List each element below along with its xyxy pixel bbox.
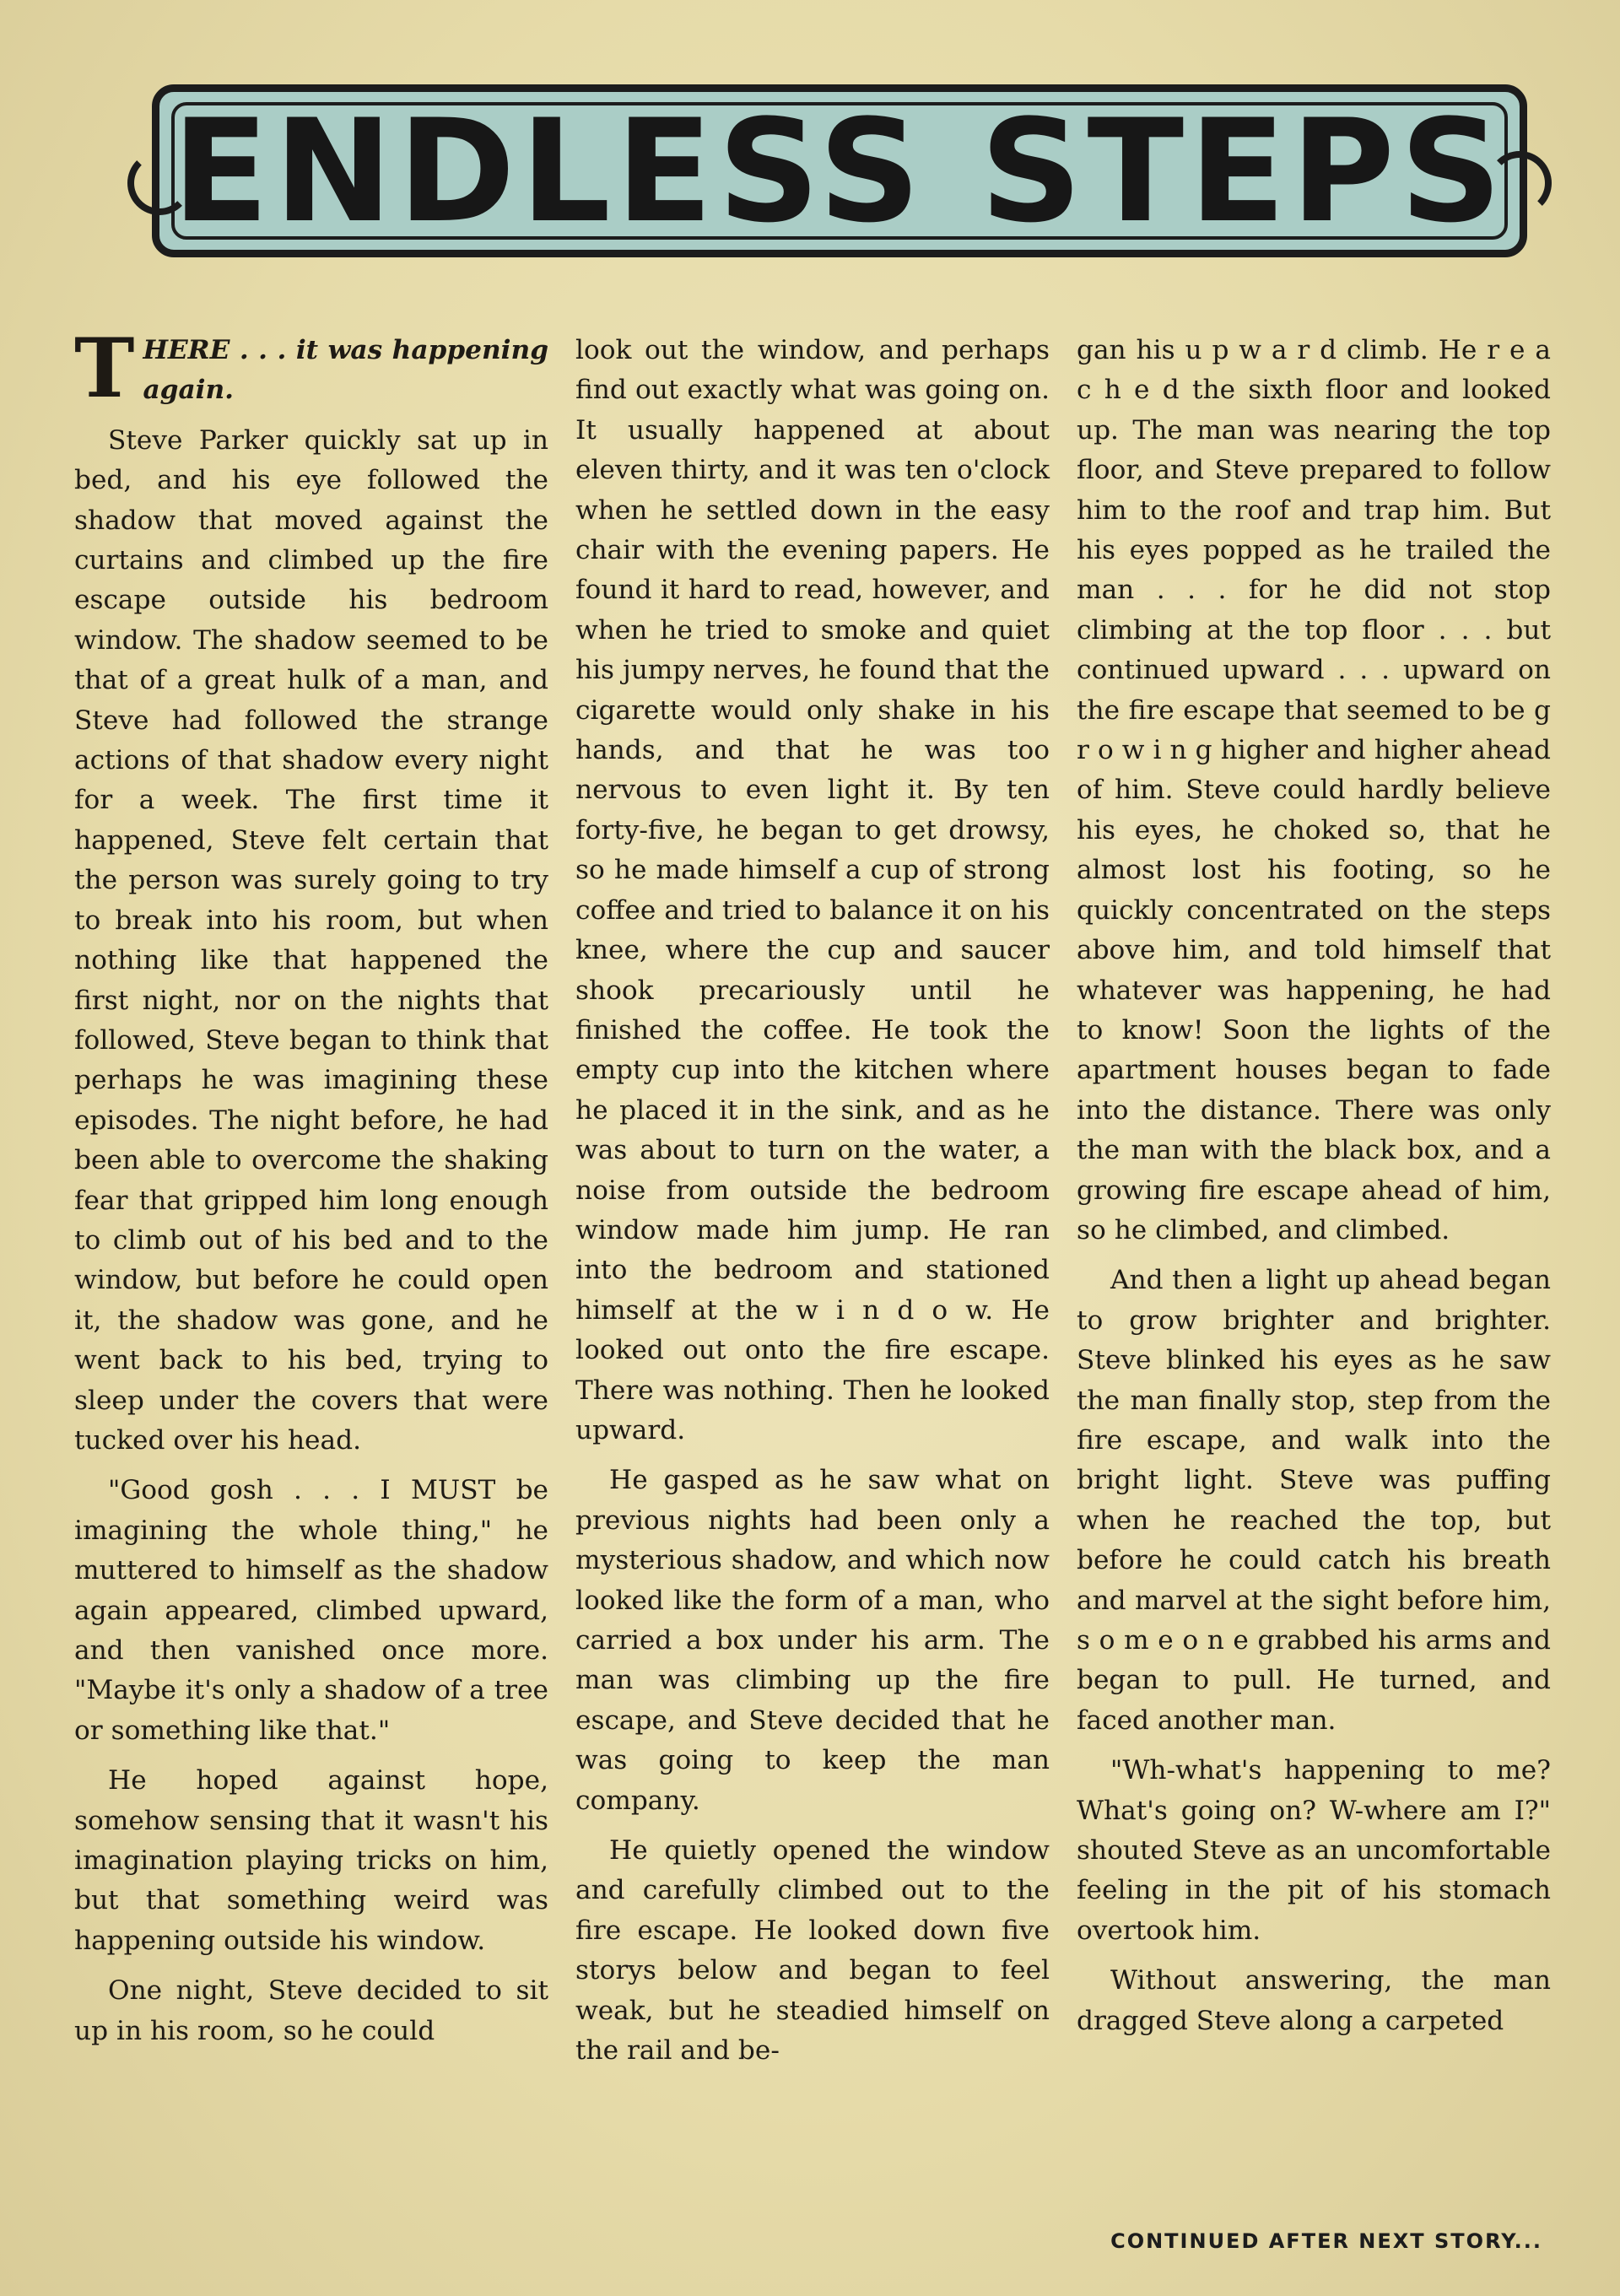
lead-paragraph	[74, 321, 548, 416]
story-columns	[74, 321, 1551, 2212]
paragraph: And then a light up ahead began to grow brighter and brighter. Steve blinked his eyes as he saw the man finally stop, step from the fire escape, and walk into the bright light. Steve was puffing when he reached the top, but before he could catch his breath and marvel at the sight before him, s o m e o n e grabbed his arms and began to pull. He turned, and faced another man.	[1077, 1265, 1551, 1736]
paragraph: look out the window, and perhaps find out exactly what was going on. It usually happened at about eleven thirty, and it was ten o'clock when he settled down in the easy chair with the evening papers. He found it hard to read, however, and when he tried to smoke and quiet his jumpy nerves, he found that the cigarette would only shake in his hands, and that he was too nervous to even light it. By ten forty-five, he began to get drowsy, so he made himself a cup of strong coffee and tried to balance it on his knee, where the cup and saucer shook precariously until he finished the coffee. He took the empty cup into the kitchen where he placed it in the sink, and as he was about to turn on the water, a noise from outside the bedroom window made him jump. He ran into the bedroom and stationed himself at the w i n d o w. He looked out onto the fire escape. There was nothing. Then he looked upward.	[575, 335, 1050, 1445]
title-banner	[152, 84, 1527, 257]
paragraph: Without answering, the man dragged Steve along a carpeted	[1077, 1965, 1551, 2036]
column-1	[74, 321, 548, 2212]
paragraph: "Good gosh . . . I MUST be imagining the whole thing," he muttered to himself as the shadow again appeared, climbed upward, and then vanished once more. "Maybe it's only a shadow of a tree or something like that."	[74, 1475, 548, 1746]
continued-note: CONTINUED AFTER NEXT STORY...	[1110, 2229, 1542, 2253]
drop-cap: T	[74, 321, 135, 416]
lead-text: HERE . . . it was happening again.	[143, 335, 548, 406]
paragraph: He quietly opened the window and carefully climbed out to the fire escape. He looked down five storys below and began to feel weak, but he steadied himself on the rail and be-	[575, 1835, 1050, 2066]
paragraph: He gasped as he saw what on previous nights had been only a mysterious shadow, and which now looked like the form of a man, who carried a box under his arm. The man was climbing up the fire escape, and Steve decided that he was going to keep the man company.	[575, 1465, 1050, 1816]
paragraph: "Wh-what's happening to me? What's going on? W-where am I?" shouted Steve as an uncomfortable feeling in the pit of his stomach overtook him.	[1077, 1755, 1551, 1946]
paragraph: gan his u p w a r d climb. He r e a c h e d the sixth floor and looked up. The man was nearing the top floor, and Steve prepared to follow him to the roof and trap him. But his eyes popped as he trailed the man . . . for he did not stop climbing at the top floor . . . but continued upward . . . upward on the fire escape that seemed to be g r o w i n g higher and higher ahead of him. Steve could hardly believe his eyes, he choked so, that he almost lost his footing, so he quickly concentrated on the steps above him, and told himself that whatever was happening, he had to know! Soon the lights of the apartment houses began to fade into the distance. There was only the man with the black box, and a growing fire escape ahead of him, so he climbed, and climbed.	[1077, 335, 1551, 1245]
column-2	[575, 331, 1050, 2212]
paragraph: He hoped against hope, somehow sensing that it wasn't his imagination playing tricks on him, but that something weird was happening outside his window.	[74, 1765, 548, 1956]
column-3	[1077, 331, 1551, 2212]
paragraph: Steve Parker quickly sat up in bed, and his eye followed the shadow that moved against the curtains and climbed up the fire escape outside his bedroom window. The shadow seemed to be that of a great hulk of a man, and Steve had followed the strange actions of that shadow every night for a week. The first time it happened, Steve felt certain that the person was surely going to try to break into his room, but when nothing like that happened the first night, nor on the nights that followed, Steve began to think that perhaps he was imagining these episodes. The night before, he had been able to overcome the shaking fear that gripped him long enough to climb out of his bed and to the window, but before he could open it, the shadow was gone, and he went back to his bed, trying to sleep under the covers that were tucked over his head.	[74, 424, 548, 1456]
paragraph: One night, Steve decided to sit up in his room, so he could	[74, 1975, 548, 2046]
story-title: ENDLESS STEPS	[171, 88, 1508, 254]
